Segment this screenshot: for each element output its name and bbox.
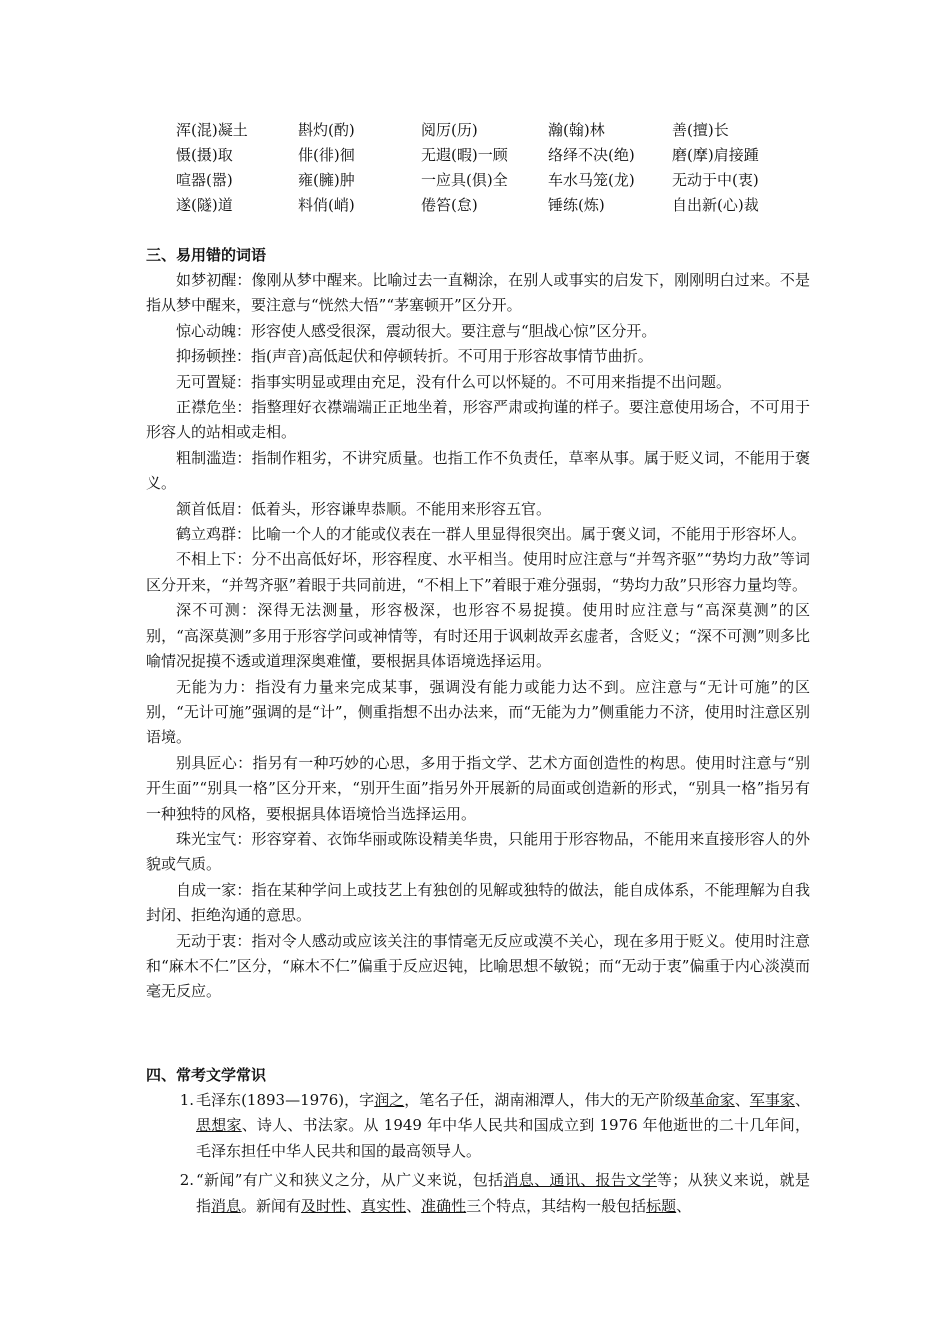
term-entry: 深不可测：深得无法测量，形容极深，也形容不易捉摸。使用时应注意与“高深莫测”的区别，“高深莫测”多用于形容学问或神情等，有时还用于讽刺故弄玄虚者，含贬义；“深不可测”则多比喻情况捉摸不透或道理深奥难懂，要根据具体语境选择运用。 — [146, 601, 810, 671]
text-run: 毛泽东(1893—1976)，字 — [196, 1091, 375, 1109]
text-run: 。新闻有 — [241, 1196, 302, 1215]
underlined-term: 润之 — [374, 1091, 405, 1109]
text-run: 、 — [794, 1091, 810, 1109]
underlined-term: 真实性 — [361, 1196, 407, 1215]
word-table-cell: 倦笞(怠) — [421, 196, 478, 214]
word-table-cell: 锤练(炼) — [548, 196, 605, 214]
word-table-cell: 善(擅)长 — [672, 121, 729, 139]
word-table-row — [176, 118, 794, 143]
underlined-term: 标题 — [646, 1196, 677, 1215]
word-table-row — [176, 143, 794, 168]
term-entry: 自成一家：指在某种学问上或技艺上有独创的见解或独特的做法，能自成体系，不能理解为自我封闭、拒绝沟通的意思。 — [146, 880, 810, 925]
term-entry: 无动于衷：指对令人感动或应该关注的事情毫无反应或漠不关心，现在多用于贬义。使用时注意和“麻木不仁”区分，“麻木不仁”偏重于反应迟钝，比喻思想不敏锐；而“无动于衷”偏重于内心淡漠而毫无反应。 — [146, 931, 810, 1001]
text-run: 、诗人、书法家。从 1949 年中华人民共和国成立到 1976 年他逝世的二十几年间，毛泽东担任中华人民共和国的最高领导人。 — [196, 1116, 810, 1160]
list-item — [146, 1168, 810, 1219]
word-table-cell: 一应具(俱)全 — [421, 171, 508, 189]
word-table-cell: 车水马笼(龙) — [548, 171, 635, 189]
word-table-cell: 浑(混)凝土 — [176, 121, 248, 139]
word-table-cell: 遂(隧)道 — [176, 196, 233, 214]
text-run: ，笔名子任，湖南湘潭人，伟大的无产阶级 — [404, 1091, 690, 1109]
word-table-row — [176, 193, 794, 218]
section-3-title: 三、易用错的词语 — [146, 246, 267, 264]
word-table-cell: 慑(摄)取 — [176, 146, 233, 164]
word-table-cell: 无动于中(衷) — [672, 171, 759, 189]
word-table-cell: 喧器(嚣) — [176, 171, 233, 189]
typo-word-table — [176, 118, 794, 218]
word-table-cell: 瀚(翰)林 — [548, 121, 605, 139]
word-table-cell: 斟灼(酌) — [298, 121, 355, 139]
term-entry: 粗制滥造：指制作粗劣，不讲究质量。也指工作不负责任，草率从事。属于贬义词，不能用于褒义。 — [146, 448, 810, 493]
item-number: 2. — [179, 1171, 194, 1190]
underlined-term: 消息、通讯、报告文学 — [503, 1171, 657, 1190]
term-entry: 无可置疑：指事实明显或理由充足，没有什么可以怀疑的。不可用来指提不出问题。 — [176, 372, 732, 391]
section-4-list — [146, 1088, 810, 1219]
term-entry: 珠光宝气：形容穿着、衣饰华丽或陈设精美华贵，只能用于形容物品，不能用来直接形容人的外貌或气质。 — [146, 829, 810, 874]
underlined-term: 消息 — [211, 1196, 242, 1215]
text-run: 、 — [346, 1196, 362, 1215]
term-entry: 如梦初醒：像刚从梦中醒来。比喻过去一直糊涂，在别人或事实的启发下，刚刚明白过来。不是指从梦中醒来，要注意与“恍然大悟”“茅塞顿开”区分开。 — [146, 271, 810, 315]
term-entry: 鹤立鸡群：比喻一个人的才能或仪表在一群人里显得很突出。属于褒义词，不能用于形容坏人。 — [176, 525, 807, 544]
word-table-cell: 自出新(心)裁 — [672, 196, 759, 214]
word-table-cell: 磨(摩)肩接踵 — [672, 146, 759, 164]
term-entry: 无能为力：指没有力量来完成某事，强调没有能力或能力达不到。应注意与“无计可施”的区别，“无计可施”强调的是“计”，侧重指想不出办法来，而“无能为力”侧重能力不济，使用时注意区别语境。 — [146, 677, 810, 747]
text-run: 、 — [406, 1196, 422, 1215]
text-run: 、 — [734, 1091, 750, 1109]
section-3-entries — [146, 268, 810, 1005]
term-entry: 别具匠心：指另有一种巧妙的心思，多用于指文学、艺术方面创造性的构思。使用时注意与“别开生面”“别具一格”区分开来，“别开生面”指另外开展新的局面或创造新的形式，“别具一格”指另有一种独特的风格，要根据具体语境恰当选择运用。 — [146, 753, 810, 823]
word-table-cell: 无遐(暇)一顾 — [421, 146, 508, 164]
item-text — [196, 1168, 810, 1219]
list-item — [146, 1088, 810, 1164]
word-table-cell: 雍(臃)肿 — [298, 171, 355, 189]
section-4-title: 四、常考文学常识 — [146, 1066, 267, 1084]
underlined-term: 革命家 — [689, 1091, 735, 1109]
term-entry: 正襟危坐：指整理好衣襟端端正正地坐着，形容严肃或拘谨的样子。要注意使用场合，不可用于形容人的站相或走相。 — [146, 398, 810, 442]
text-run: 、 — [676, 1196, 692, 1215]
word-table-cell: 络绎不决(绝) — [548, 146, 635, 164]
item-text — [196, 1088, 810, 1164]
word-table-cell: 阅厉(历) — [421, 121, 478, 139]
underlined-term: 思想家 — [196, 1116, 242, 1135]
text-run: 三个特点，其结构一般包括 — [466, 1196, 647, 1215]
word-table-cell: 俳(徘)徊 — [298, 146, 355, 164]
underlined-term: 及时性 — [301, 1196, 347, 1215]
term-entry: 不相上下：分不出高低好坏，形容程度、水平相当。使用时应注意与“并驾齐驱”“势均力敌”等词区分开来，“并驾齐驱”着眼于共同前进，“不相上下”着眼于难分强弱，“势均力敌”只形容力量均等。 — [146, 550, 810, 594]
text-run: “新闻”有广义和狭义之分，从广义来说，包括 — [196, 1171, 504, 1190]
underlined-term: 准确性 — [421, 1196, 467, 1215]
word-table-cell: 料俏(峭) — [298, 196, 355, 214]
item-number: 1. — [179, 1091, 194, 1109]
term-entry: 惊心动魄：形容使人感受很深，震动很大。要注意与“胆战心惊”区分开。 — [176, 321, 657, 340]
term-entry: 抑扬顿挫：指(声音)高低起伏和停顿转折。不可用于形容故事情节曲折。 — [176, 347, 653, 366]
underlined-term: 军事家 — [749, 1091, 795, 1109]
word-table-row — [176, 168, 794, 193]
text-run: 等；从狭义来说，就是指 — [196, 1171, 810, 1215]
term-entry: 颔首低眉：低着头，形容谦卑恭顺。不能用来形容五官。 — [176, 499, 552, 518]
